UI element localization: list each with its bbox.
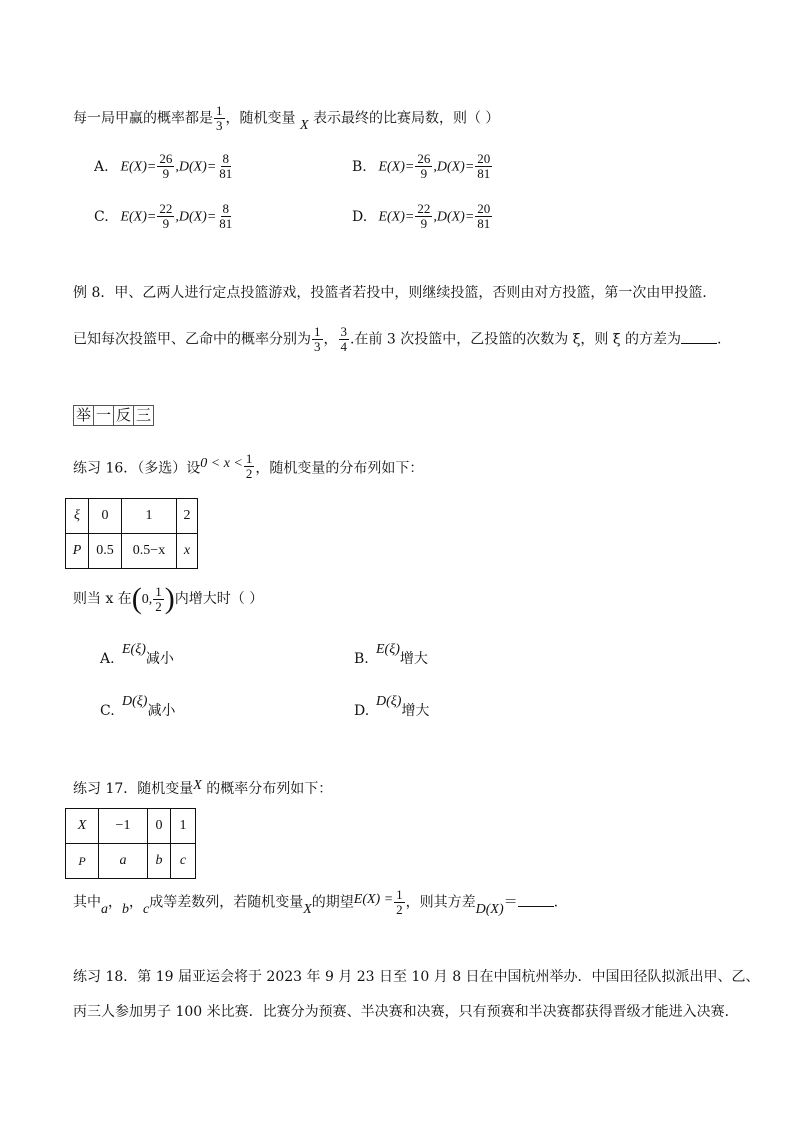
ex16-option-c[interactable]: C.D(ξ)减小 bbox=[100, 694, 176, 719]
ex16-stem: 练习 16．（多选）设0 < x < $\frac{1}{2}$ ，随机变量的分布列如下： bbox=[73, 451, 424, 481]
ex18-line1: 练习 18．第 19 届亚运会将于 2023 年 9 月 23 日至 10 月 8 日在中国杭州举办．中国田径队拟派出甲、乙、 bbox=[73, 969, 760, 985]
q7-option-b[interactable]: B. E(X)= $\frac{26}{9}$ ,D(X)= $\frac{20}{81}$ bbox=[352, 151, 491, 181]
table-row: ξ 0 1 2 bbox=[66, 499, 198, 534]
ex16-condition: 0 < x < bbox=[200, 455, 243, 471]
section-header: 举 一 反 三 bbox=[73, 405, 153, 426]
ex8-answer-blank[interactable] bbox=[681, 343, 717, 344]
ex17-distribution-table bbox=[65, 808, 196, 879]
q7-stem-mid: ，随机变量 bbox=[225, 110, 296, 127]
ex17-question: 其中a，b，c成等差数列，若随机变量X的期望E(X) = $\frac{1}{2}$ ，则其方差D(X)＝ . bbox=[73, 887, 559, 917]
q7-stem bbox=[73, 104, 499, 133]
q7-option-d[interactable]: D. E(X)= $\frac{22}{9}$ ,D(X)= $\frac{20}{81}$ bbox=[352, 201, 491, 231]
ex16-condition-line: 则当 x 在(0, $\frac{1}{2}$ )内增大时（ ） bbox=[73, 582, 264, 615]
table-row: P 0.5 0.5−x x bbox=[66, 534, 198, 569]
ex17-answer-blank[interactable] bbox=[518, 906, 554, 907]
q7-option-a[interactable]: A. E(X)= $\frac{26}{9}$ ,D(X)= $\frac{8}{81}$ bbox=[94, 151, 233, 181]
ex16-option-b[interactable]: B.E(ξ)增大 bbox=[354, 642, 428, 667]
ex17-stem: 练习 17．随机变量X 的概率分布列如下： bbox=[73, 778, 333, 797]
ex8-line1: 例 8．甲、乙两人进行定点投篮游戏，投篮者若投中，则继续投篮，否则由对方投篮，第一次由甲投篮． bbox=[73, 285, 717, 301]
ex18-line2: 丙三人参加男子 100 米比赛．比赛分为预赛、半决赛和决赛，只有预赛和半决赛都获得晋级才能进入决赛． bbox=[73, 1004, 739, 1020]
q7-option-c[interactable]: C. E(X)= $\frac{22}{9}$ ,D(X)= $\frac{8}{81}$ bbox=[94, 201, 233, 231]
ex8-line2: 已知每次投篮甲、乙命中的概率分别为 $\frac{1}{3}$ ， $\frac{3}{4}$ .在前 3 次投篮中，乙投篮的次数为 ξ，则 ξ 的方差为 . bbox=[73, 324, 722, 354]
q7-stem-pre: 每一局甲赢的概率都是 bbox=[73, 110, 213, 127]
q7-var: X bbox=[299, 117, 309, 133]
ex16-option-d[interactable]: D.D(ξ)增大 bbox=[354, 694, 430, 719]
table-row: P a b c bbox=[66, 844, 196, 879]
ex16-distribution-table bbox=[65, 498, 198, 569]
ex8-p1-fraction: $\frac{1}{3}$ bbox=[314, 324, 321, 354]
q7-prob-fraction: $\frac{1}{3}$ bbox=[216, 103, 223, 133]
ex8-p2-fraction: $\frac{3}{4}$ bbox=[340, 324, 347, 354]
table-row: X −1 0 1 bbox=[66, 809, 196, 844]
q7-stem-post: 表示最终的比赛局数，则（ ） bbox=[312, 110, 500, 127]
ex16-option-a[interactable]: A.E(ξ)减小 bbox=[100, 642, 174, 667]
